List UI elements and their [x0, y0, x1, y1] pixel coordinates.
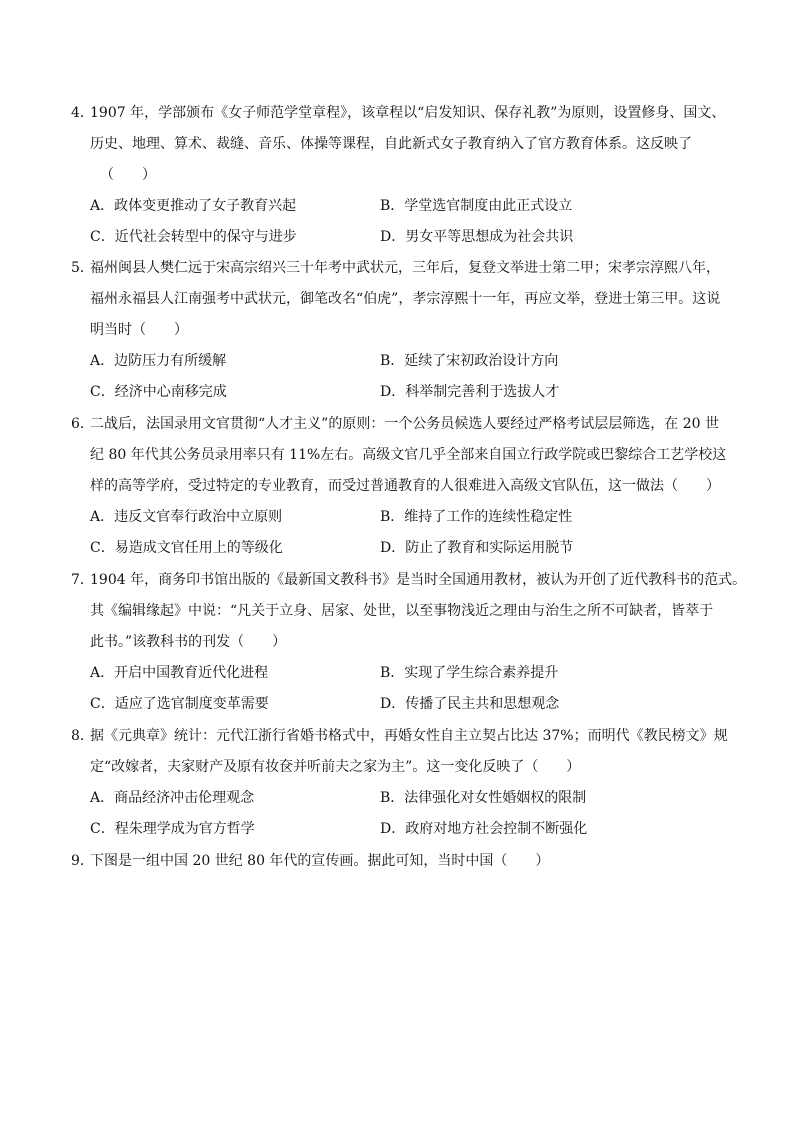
option-d: D．传播了民主共和思想观念: [380, 696, 560, 712]
question-8: [71, 721, 751, 845]
option-a: A．政体变更推动了女子教育兴起: [90, 198, 297, 214]
stem-line: 1907 年，学部颁布《女子师范学堂章程》，该章程以“启发知识、保存礼教”为原则，设置修身、国文、: [90, 105, 726, 121]
question-number: 8．: [71, 728, 94, 744]
option-c: C．易造成文官任用上的等级化: [90, 540, 283, 556]
stem-line: 下图是一组中国 20 世纪 80 年代的宣传画。据此可知，当时中国（ ）: [90, 853, 550, 869]
option-b: B．延续了宋初政治设计方向: [380, 353, 559, 369]
stem-line: 1904 年，商务印书馆出版的《最新国文教科书》是当时全国通用教材，被认为开创了近代教科书的范式。: [90, 572, 747, 588]
options: [90, 783, 751, 845]
options: [90, 346, 751, 408]
stem-line: 二战后，法国录用文官贯彻“人才主义”的原则：一个公务员候选人要经过严格考试层层筛选，在 20 世: [90, 416, 720, 432]
option-b: B．实现了学生综合素养提升: [380, 665, 559, 681]
question-9: [71, 846, 751, 877]
options: [90, 658, 751, 720]
stem-line: 定“改嫁者，夫家财产及原有妆奁并听前夫之家为主”。这一变化反映了（ ）: [90, 759, 581, 775]
option-b: B．法律强化对女性婚姻权的限制: [380, 790, 587, 806]
option-c: C．程朱理学成为官方哲学: [90, 821, 255, 837]
stem-line: 据《元典章》统计：元代江浙行省婚书格式中，再婚女性自主立契占比达 37%；而明代《教民榜文》规: [90, 728, 728, 744]
stem-line: 纪 80 年代其公务员录用率只有 11%左右。高级文官几乎全部来自国立行政学院或巴黎综合工艺学校这: [90, 447, 727, 463]
option-b: B．学堂选官制度由此正式设立: [380, 198, 573, 214]
option-b: B．维持了工作的连续性稳定性: [380, 509, 573, 525]
option-c: C．近代社会转型中的保守与进步: [90, 229, 297, 245]
options: [90, 502, 751, 564]
answer-blank: （ ）: [100, 167, 156, 183]
stem-line: 此书。”该教科书的刊发（ ）: [90, 634, 287, 650]
stem-line: 其《编辑缘起》中说：“凡关于立身、居家、处世，以至事物浅近之理由与治生之所不可缺者，皆萃于: [90, 603, 714, 619]
question-6: [71, 409, 751, 564]
options: [90, 191, 751, 253]
option-a: A．边防压力有所缓解: [90, 353, 227, 369]
option-d: D．科举制完善利于选拔人才: [380, 384, 560, 400]
question-stem: [71, 565, 751, 658]
stem-line: 样的高等学府，受过特定的专业教育，而受过普通教育的人很难进入高级文官队伍，这一做法（ ）: [90, 478, 720, 494]
question-stem: [71, 253, 751, 346]
option-a: A．违反文官奉行政治中立原则: [90, 509, 283, 525]
option-d: D．男女平等思想成为社会共识: [380, 229, 574, 245]
question-number: 5．: [71, 260, 94, 276]
stem-line: 福州闽县人樊仁远于宋高宗绍兴三十年考中武状元，三年后，复登文举进士第二甲；宋孝宗淳熙八年，: [90, 260, 720, 276]
question-7: [71, 565, 751, 720]
stem-line: 福州永福县人江南强考中武状元，御笔改名“伯虎”，孝宗淳熙十一年，再应文举，登进士第三甲。这说: [90, 291, 721, 307]
question-stem: [71, 721, 751, 783]
question-number: 6．: [71, 416, 94, 432]
stem-line: 明当时（ ）: [90, 322, 188, 338]
question-stem: [71, 846, 751, 877]
option-a: A．开启中国教育近代化进程: [90, 665, 269, 681]
question-stem: [71, 98, 751, 191]
question-5: [71, 253, 751, 408]
question-stem: [71, 409, 751, 502]
question-4: [71, 98, 751, 253]
option-c: C．经济中心南移完成: [90, 384, 227, 400]
option-c: C．适应了选官制度变革需要: [90, 696, 269, 712]
question-number: 7．: [71, 572, 94, 588]
question-number: 9．: [71, 853, 94, 869]
option-a: A．商品经济冲击伦理观念: [90, 790, 255, 806]
stem-line: 历史、地理、算术、裁缝、音乐、体操等课程，自此新式女子教育纳入了官方教育体系。这反映了: [90, 136, 692, 152]
option-d: D．政府对地方社会控制不断强化: [380, 821, 588, 837]
option-d: D．防止了教育和实际运用脱节: [380, 540, 574, 556]
question-number: 4．: [71, 105, 94, 121]
